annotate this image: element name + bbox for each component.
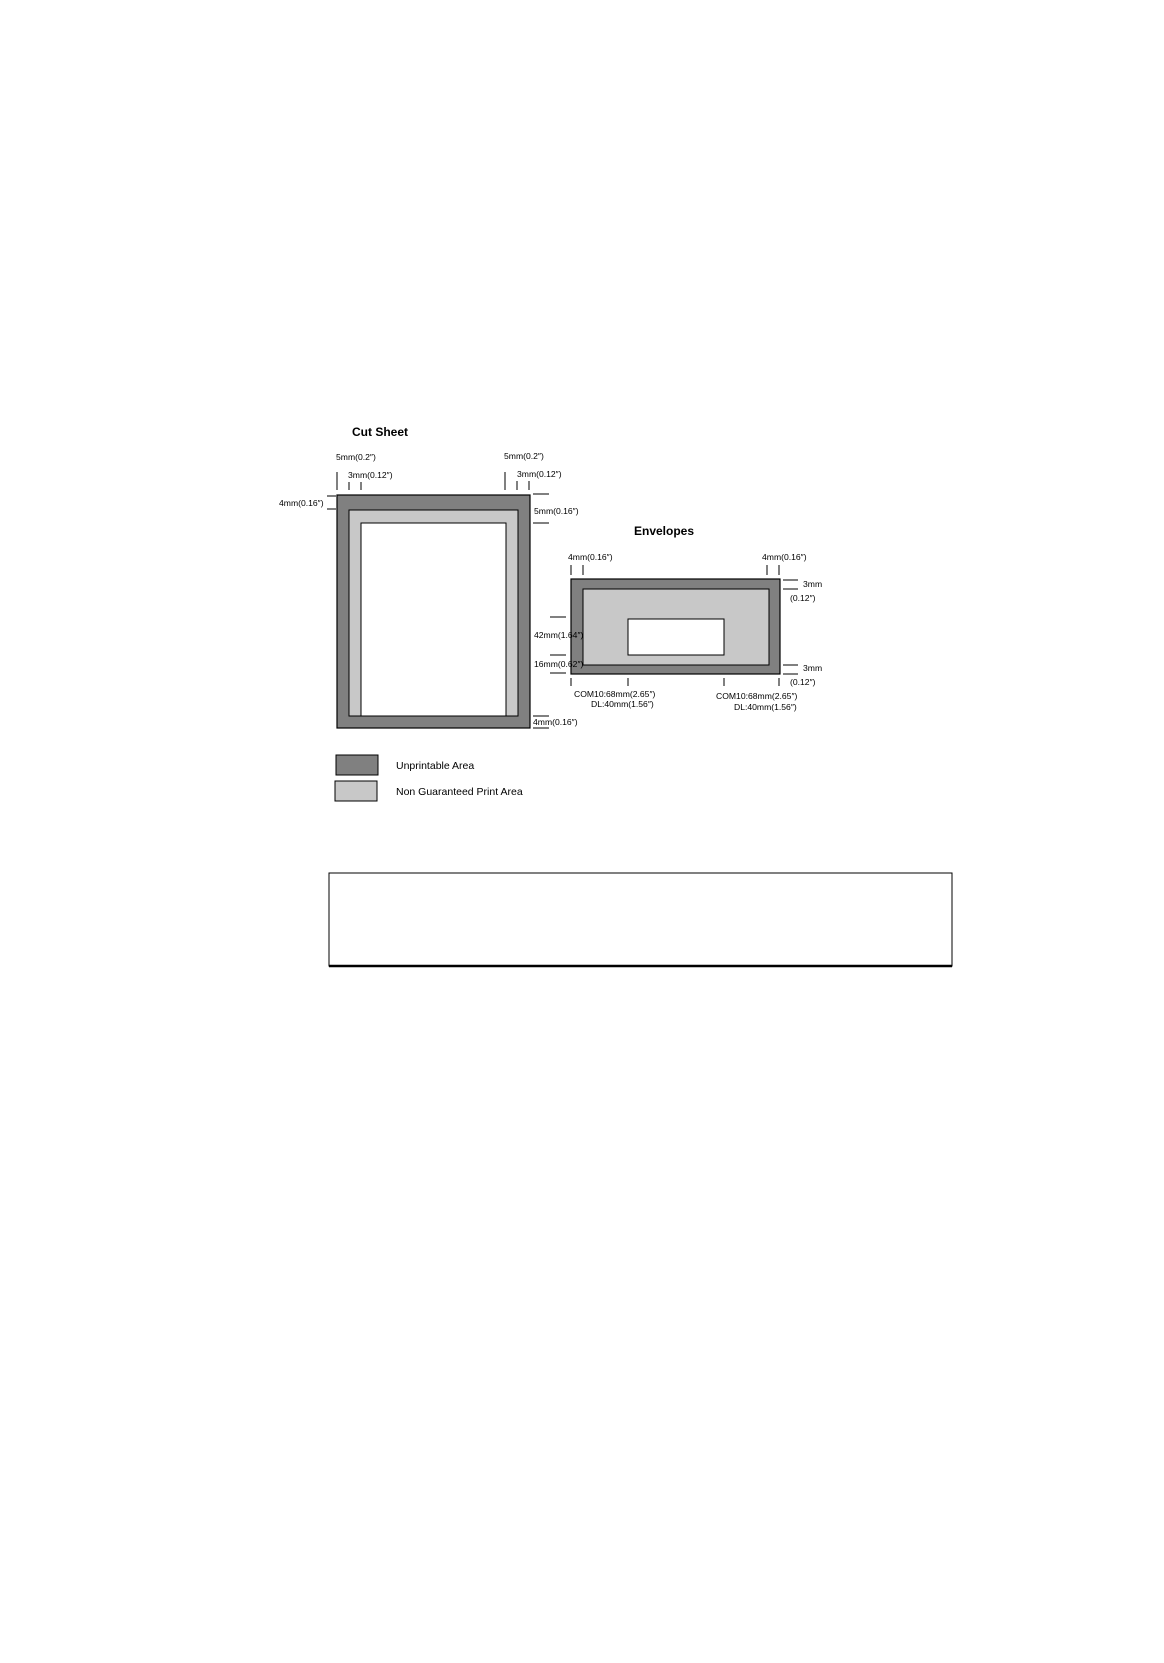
envelopes-title: Envelopes [634,524,695,538]
cut-sheet-right-5mm-label: 5mm(0.2″) [504,451,544,461]
envelope-top-3mm-inch-label: (0.12″) [790,593,816,603]
cut-sheet-printable-area [361,523,506,716]
envelope-42mm-label: 42mm(1.64″) [534,630,584,640]
cut-sheet-bottom-4mm-label: 4mm(0.16″) [533,717,578,727]
cut-sheet-right-3mm-label: 3mm(0.12″) [517,469,562,479]
envelope-right-dl-label: DL:40mm(1.56″) [734,702,797,712]
envelope-bottom-3mm-label: 3mm [803,663,823,673]
legend-unprintable-label: Unprintable Area [396,760,475,772]
envelope-left-dl-label: DL:40mm(1.56″) [591,699,654,709]
cut-sheet-title: Cut Sheet [352,425,409,439]
envelope-right-com10-label: COM10:68mm(2.65″) [716,691,798,701]
envelope-left-4mm-label: 4mm(0.16″) [568,552,613,562]
envelope-top-3mm-label: 3mm [803,579,823,589]
legend-non-guaranteed-label: Non Guaranteed Print Area [396,786,523,798]
legend-non-guaranteed-swatch [335,781,377,801]
cut-sheet-top-5mm-label: 5mm(0.16″) [534,506,579,516]
envelope-right-4mm-label: 4mm(0.16″) [762,552,807,562]
cut-sheet-left-3mm-label: 3mm(0.12″) [348,470,393,480]
cut-sheet-left-5mm-label: 5mm(0.2″) [336,452,376,462]
legend-unprintable-swatch [336,755,378,775]
cut-sheet-top-4mm-label: 4mm(0.16″) [279,498,324,508]
envelope-left-com10-label: COM10:68mm(2.65″) [574,689,656,699]
envelope-window-area [628,619,724,655]
envelope-bottom-3mm-inch-label: (0.12″) [790,677,816,687]
envelope-16mm-label: 16mm(0.62″) [534,659,584,669]
note-box [329,873,952,966]
